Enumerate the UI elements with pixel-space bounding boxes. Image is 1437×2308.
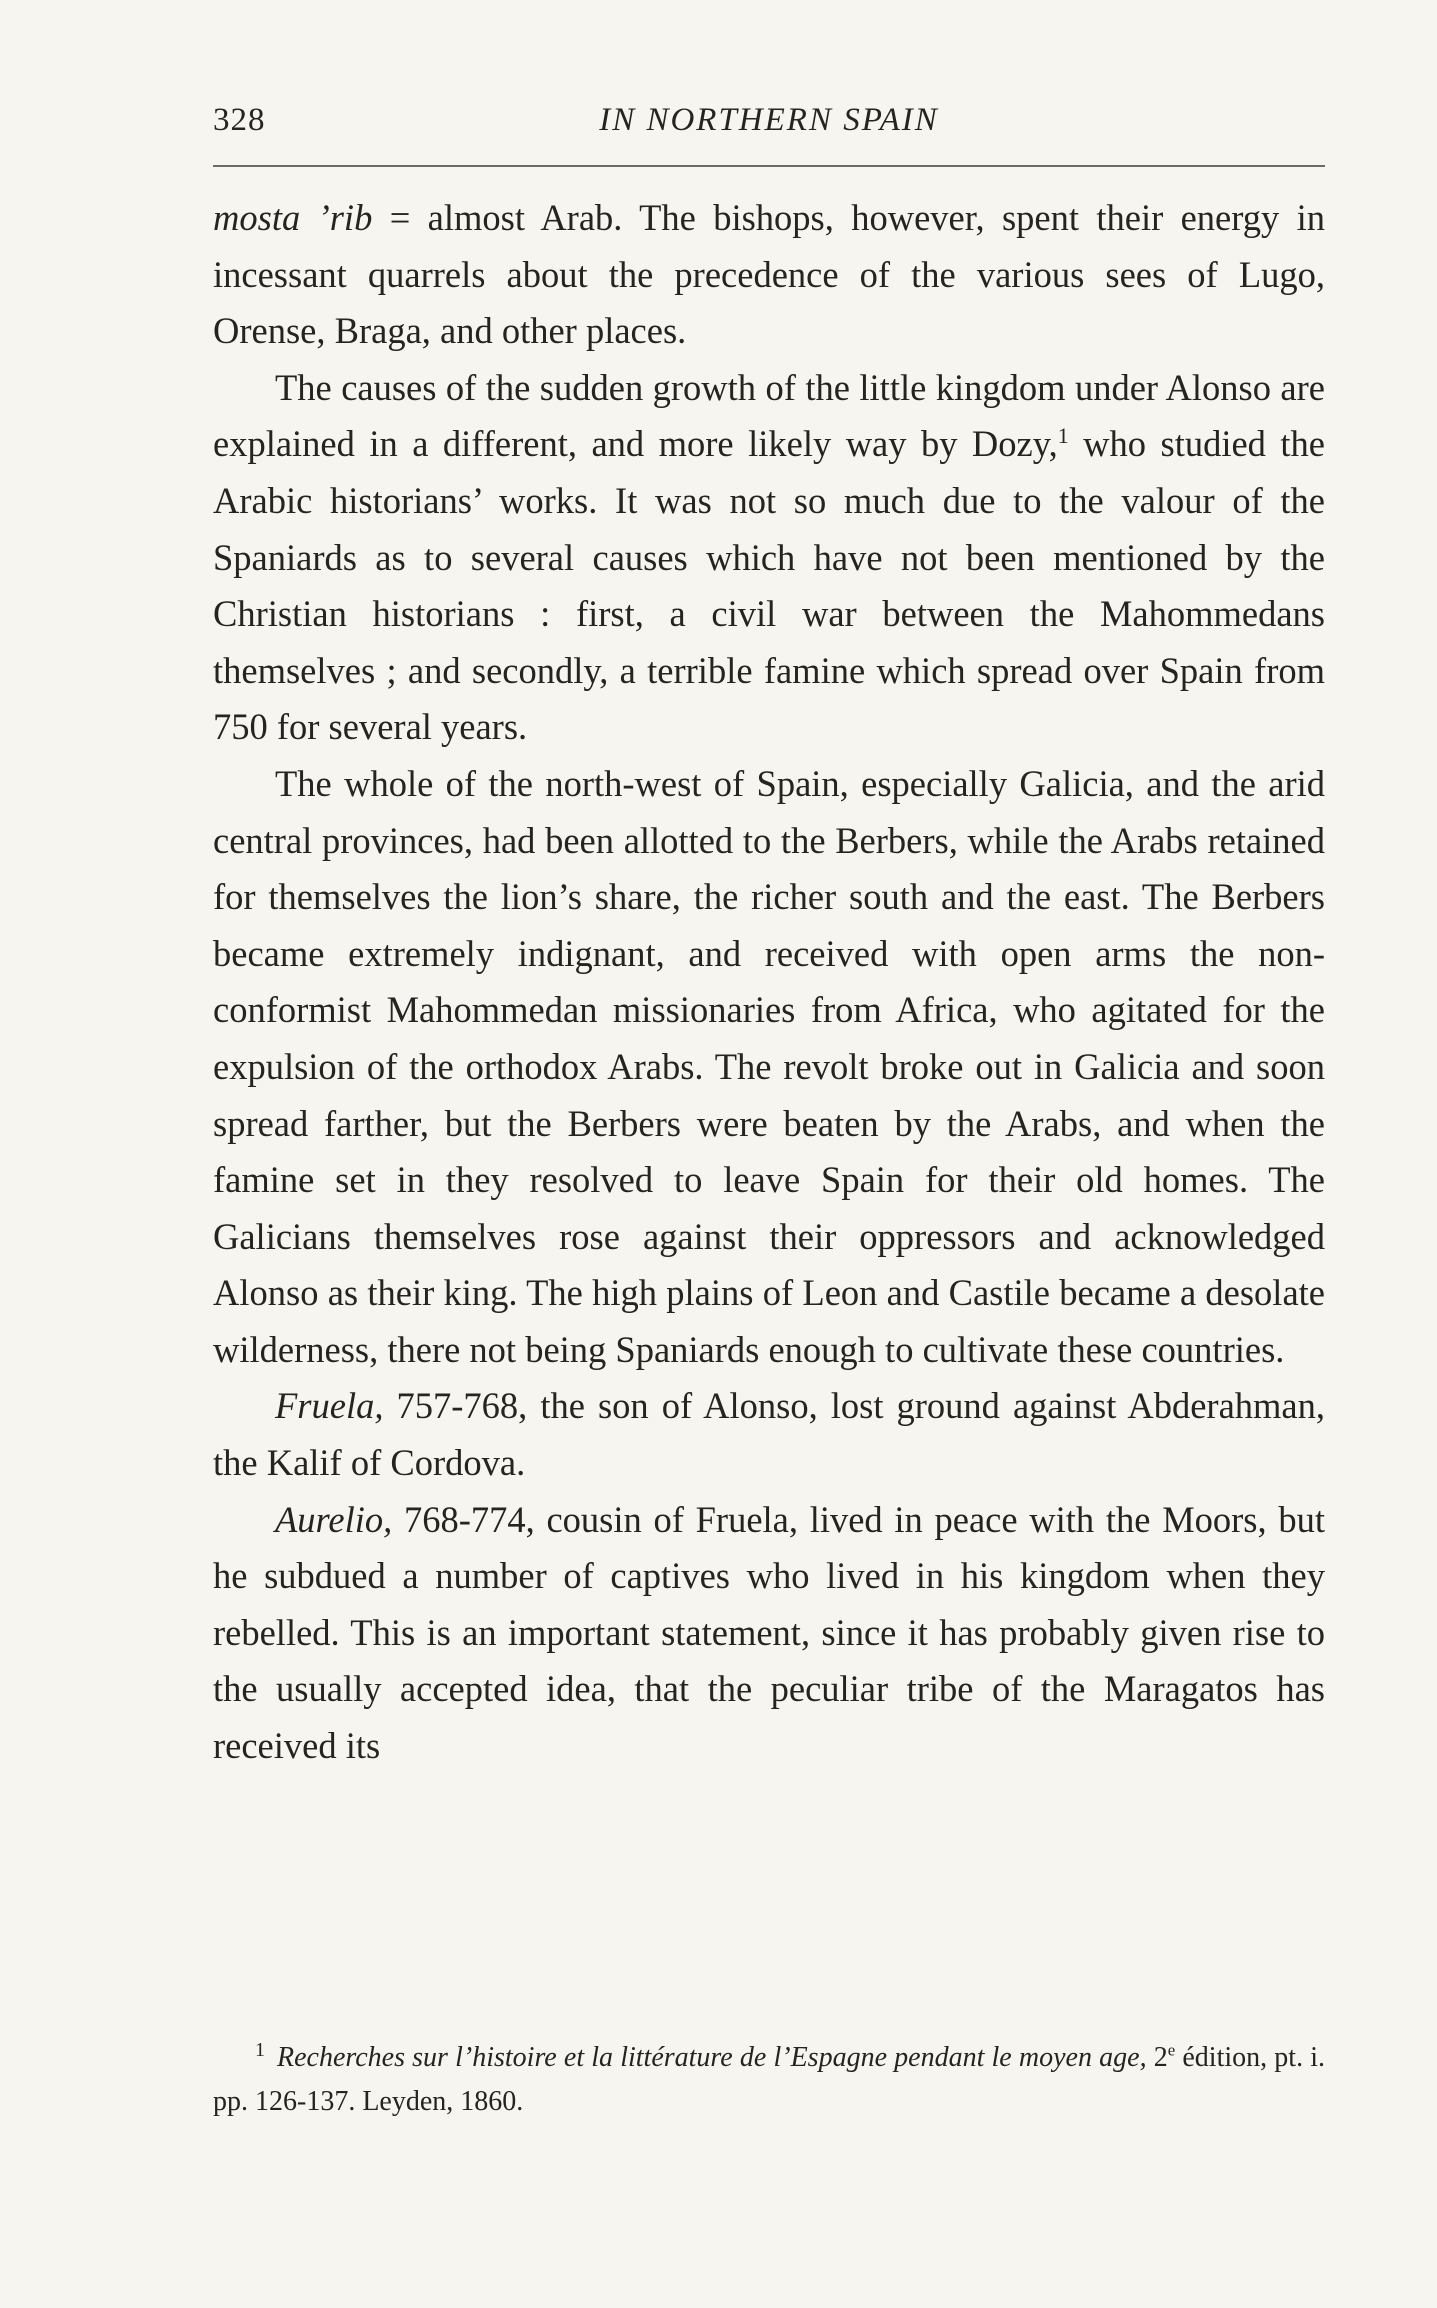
running-title: IN NORTHERN SPAIN [599, 102, 939, 138]
page-number: 328 [213, 102, 266, 138]
paragraph-text: 757-768, the son of Alonso, lost ground against Abderahman, the Kalif of Cordova. [213, 1385, 1325, 1484]
paragraph-text: 768-774, cousin of Fruela, lived in peace with the Moors, but he subdued a number of captives who lived in his kingdom when they rebelled. This is an important statement, since it has probably given rise to the usually accepted idea, that the peculiar tribe of the Maragatos has received its [213, 1498, 1325, 1767]
page-header [213, 88, 1325, 148]
footnote-marker: 1 [255, 2038, 265, 2061]
paragraph-text: The whole of the north-west of Spain, especially Galicia, and the arid central provinces, had been allotted to the Berbers, while the Arabs retained for themselves the lion’s share, the richer south and the east. The Berbers became extremely indignant, and received with open arms the nonconformist Mahommedan missionaries from Africa, who agitated for the expulsion of the orthodox Arabs. The revolt broke out in Galicia and soon spread farther, but the Berbers were beaten by the Arabs, and when the famine set in they resolved to leave Spain for their old homes. The Galicians themselves rose against their oppressors and acknowledged Alonso as their king. The high plains of Leon and Castile became a desolate wilderness, there not being Spaniards enough to cultivate these countries. [213, 762, 1325, 1370]
paragraph-5 [213, 1492, 1325, 1775]
paragraph-4 [213, 1378, 1325, 1491]
italic-term: mosta ’rib [213, 197, 373, 238]
footnote-reference[interactable]: 1 [1057, 423, 1069, 449]
paragraph-1 [213, 190, 1325, 360]
footnote [213, 2036, 1325, 2124]
italic-name: Aurelio, [275, 1498, 393, 1540]
paragraph-text: who studied the Arabic historians’ works. It was not so much due to the valour of the Spaniards as to several causes which have not been mentioned by the Christian historians : first, a civil war between the Mahommedans themselves ; and secondly, a terrible famine which spread over Spain from 750 for several years. [213, 423, 1325, 748]
footnote-edition: 2 [1146, 2042, 1168, 2073]
paragraph-3 [213, 756, 1325, 1379]
paragraph-2 [213, 360, 1325, 756]
header-rule [213, 165, 1325, 167]
footnote-text: édition, pt. i. pp. 126-137. Leyden, 1860. [213, 2042, 1326, 2117]
body-text [213, 190, 1325, 1775]
italic-name: Fruela, [275, 1385, 384, 1427]
paragraph-text: = almost Arab. The bishops, however, spent their energy in incessant quarrels about the precedence of the various sees of Lugo, Orense, Braga, and other places. [213, 197, 1325, 352]
footnote-edition-superscript: e [1167, 2040, 1176, 2060]
paragraph-text: The causes of the sudden growth of the little kingdom under Alonso are explained in a different, and more likely way by Dozy, [213, 366, 1325, 465]
footnote-title: Recherches sur l’histoire et la littérature de l’Espagne pendant le moyen age, [277, 2042, 1147, 2073]
